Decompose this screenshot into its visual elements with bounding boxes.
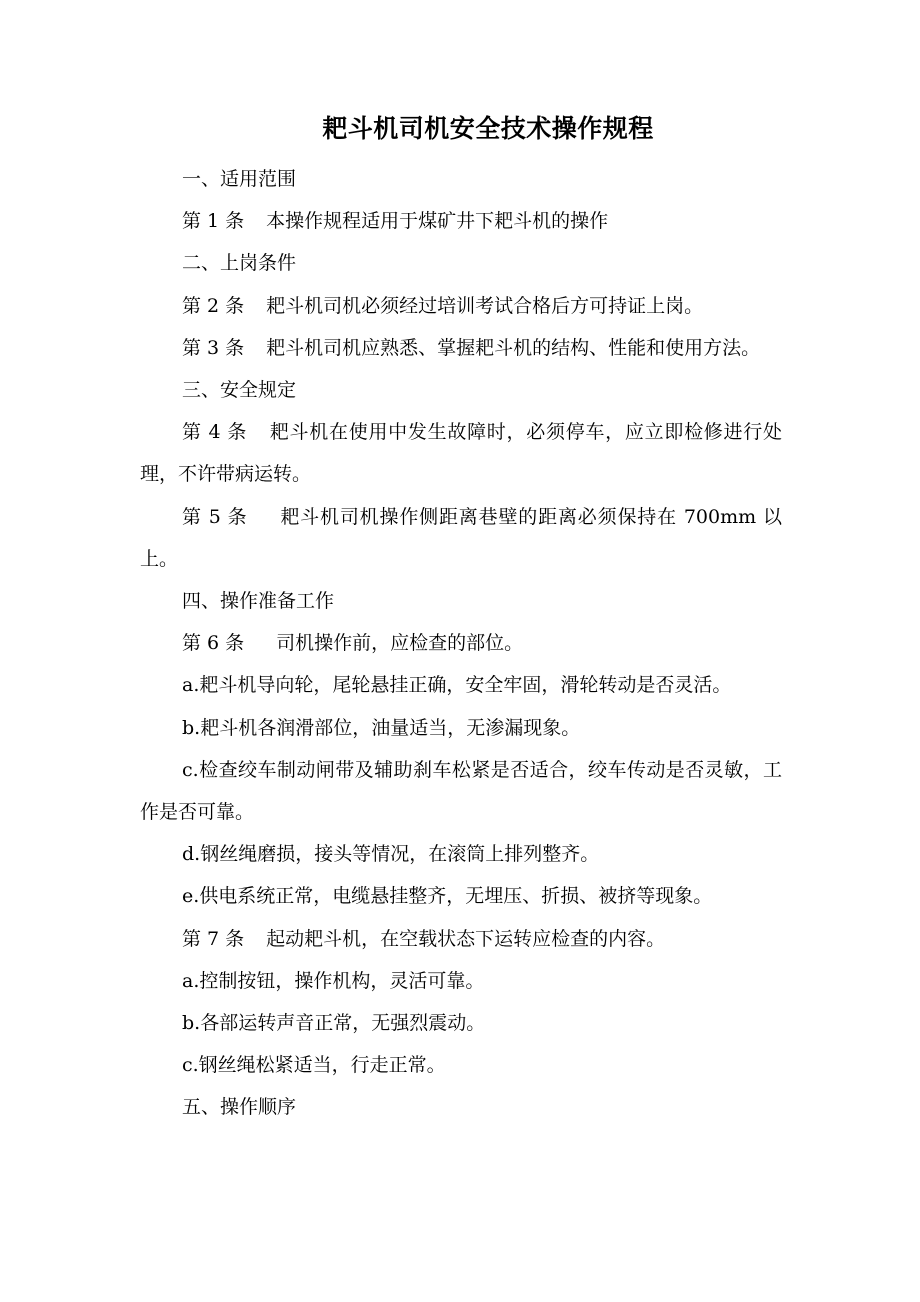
list-item-6d — [140, 833, 782, 875]
document-body — [140, 158, 782, 1129]
list-item-6e — [140, 875, 782, 917]
list-item-7b — [140, 1002, 782, 1044]
article-text: 耙斗机司机应熟悉、掌握耙斗机的结构、性能和使用方法。 — [266, 336, 761, 359]
section-heading-text: 二、上岗条件 — [182, 252, 297, 275]
article-number: 第 1 条 — [182, 210, 245, 233]
article-7 — [140, 918, 782, 960]
article-number: 第 4 条 — [182, 421, 248, 444]
list-item-7a — [140, 960, 782, 1002]
list-item-text: a.耙斗机导向轮，尾轮悬挂正确，安全牢固，滑轮转动是否灵活。 — [182, 674, 732, 697]
section-heading-text: 一、适用范围 — [182, 168, 297, 190]
article-6 — [140, 622, 782, 664]
section-heading-4 — [140, 580, 782, 622]
section-heading-text: 四、操作准备工作 — [182, 590, 335, 613]
article-5 — [140, 496, 782, 580]
article-number: 第 3 条 — [182, 336, 245, 359]
list-item-6c — [140, 749, 782, 833]
section-heading-text: 三、安全规定 — [182, 379, 297, 402]
article-number: 第 7 条 — [182, 927, 245, 950]
article-3 — [140, 327, 782, 369]
section-heading-5 — [140, 1086, 782, 1128]
list-item-text: a.控制按钮，操作机构，灵活可靠。 — [182, 969, 485, 992]
section-heading-text: 五、操作顺序 — [182, 1096, 297, 1119]
section-heading-1 — [140, 158, 782, 200]
list-item-text: c.钢丝绳松紧适当，行走正常。 — [182, 1054, 446, 1077]
list-item-7c — [140, 1044, 782, 1086]
section-heading-3 — [140, 369, 782, 411]
article-text: 耙斗机在使用中发生故障时，必须停车，应立即检修进行处理，不许带病运转。 — [140, 421, 782, 486]
article-number: 第 6 条 — [182, 632, 245, 655]
article-number: 第 5 条 — [182, 505, 248, 528]
document-title: 耙斗机司机安全技术操作规程 — [322, 114, 654, 143]
list-item-text: c.检查绞车制动闸带及辅助刹车松紧是否适合，绞车传动是否灵敏，工作是否可靠。 — [140, 758, 782, 824]
list-item-text: b.耙斗机各润滑部位，油量适当，无渗漏现象。 — [182, 716, 581, 739]
list-item-text: b.各部运转声音正常，无强烈震动。 — [182, 1012, 486, 1035]
article-text: 起动耙斗机，在空载状态下运转应检查的内容。 — [266, 927, 666, 950]
article-2 — [140, 285, 782, 327]
article-4 — [140, 411, 782, 495]
article-text: 耙斗机司机必须经过培训考试合格后方可持证上岗。 — [266, 294, 704, 317]
article-1 — [140, 200, 782, 242]
list-item-6b — [140, 707, 782, 749]
article-text: 本操作规程适用于煤矿井下耙斗机的操作 — [266, 210, 609, 233]
list-item-6a — [140, 664, 782, 706]
article-text: 司机操作前，应检查的部位。 — [276, 632, 524, 655]
article-text: 耙斗机司机操作侧距离巷壁的距离必须保持在 700mm 以上。 — [140, 505, 782, 570]
list-item-text: d.钢丝绳磨损，接头等情况，在滚筒上排列整齐。 — [182, 843, 600, 866]
list-item-text: e.供电系统正常，电缆悬挂整齐，无埋压、折损、被挤等现象。 — [182, 885, 713, 908]
article-number: 第 2 条 — [182, 294, 245, 317]
section-heading-2 — [140, 242, 782, 284]
